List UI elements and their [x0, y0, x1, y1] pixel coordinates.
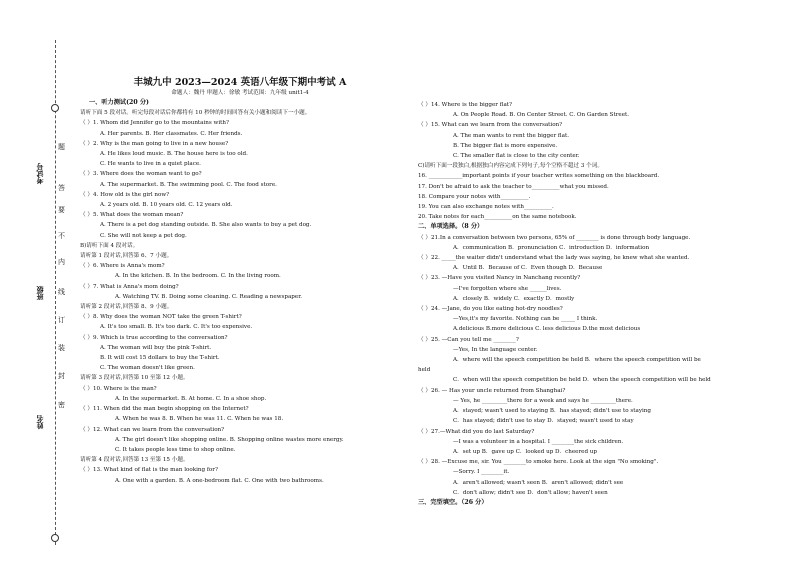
question-line: （ ）6. Where is Anna's mom? — [80, 263, 165, 270]
question-line: C．don't allow; didn't see D．don't allow; haven't seen — [453, 489, 608, 496]
question-line: A. Her parents. B. Her classmates. C. Her friends. — [100, 130, 243, 137]
name-label: 姓名 — [35, 415, 44, 429]
question-line: B. It will cost 15 dollars to buy the T-shirt. — [100, 355, 220, 362]
question-line: C. She will not keep a pet dog. — [100, 232, 187, 239]
question-line: （ ）21.In a conversation between two persons, 65% of ________ is done through body language. — [418, 234, 691, 241]
question-line: —Yes, In the language center. — [453, 346, 538, 353]
question-line: （ ）13. What kind of flat is the man looking for? — [80, 467, 218, 474]
question-line: A. The woman will buy the pink T-shirt. — [100, 344, 212, 351]
question-line: —I've forgotten where she ______lives. — [453, 285, 562, 292]
question-line: held — [418, 367, 431, 374]
question-line: （ ）24. —Jane, do you like eating hot-dry noodles? — [418, 306, 563, 313]
question-line: （ ）8. Why does the woman NOT take the green T-shirt? — [80, 314, 242, 321]
exam-subtitle: 命题人：魏丹 审题人：徐敏 考试范围：九年级 unit1-4 — [171, 90, 309, 96]
question-line: C. The smaller flat is close to the city center. — [453, 153, 580, 160]
seal-char: 答 — [58, 184, 65, 192]
left-column — [80, 0, 400, 486]
question-line: —Yes,it's my favorite. Nothing can be _____ I think. — [453, 316, 598, 323]
seal-char: 密 — [58, 401, 65, 409]
right-question-list — [418, 100, 778, 508]
question-line: — Yes, he _________there for a week and says he _________there. — [453, 397, 633, 404]
question-line: （ ）27.—What did you do last Saturday? — [418, 428, 535, 435]
question-line: 二、单项选择。（8 分） — [418, 223, 484, 231]
question-line: 三、完型填空。（26 分） — [418, 498, 488, 506]
question-line: A．communication B．pronunciation C．introduction D．information — [453, 244, 650, 251]
question-line: 请听下面 5 段对话。听完每段对话后你都将有 10 秒钟的时间回答有关小题和阅读下一小题。 — [80, 110, 311, 117]
question-line: A．stayed; wasn't used to staying B．has stayed; didn't use to staying — [453, 408, 651, 415]
question-line: （ ）7. What is Anna's mom doing? — [80, 283, 179, 290]
question-line: 一、听力测试(20 分) — [89, 99, 149, 106]
question-line: 18. Compare your notes with__________. — [418, 193, 531, 200]
exam-title: 丰城九中 2023—2024 英语八年级下期中考试 A — [133, 77, 347, 88]
question-line: 16. ____________important points if your teacher writes something on the blackboard. — [418, 173, 660, 180]
question-line: —Sorry. I ________it. — [453, 469, 510, 476]
question-line: A．aren't allowed; wasn't seen B．aren't allowed; didn't see — [453, 479, 624, 486]
question-line: B. The bigger flat is more expensive. — [453, 142, 558, 149]
question-line: C．when will the speech competition be held D．when the speech competition will be held — [453, 377, 711, 384]
question-line: （ ）5. What does the woman mean? — [80, 212, 184, 219]
question-line: C. The woman doesn't like green. — [100, 365, 195, 372]
question-line: 20. Take notes for each__________on the same notebook. — [418, 214, 577, 221]
question-line: （ ）14. Where is the bigger flat? — [418, 102, 513, 108]
question-line: A. The girl doesn't like shopping online. B. Shopping online wastes more energy. — [115, 436, 344, 443]
seal-char: 订 — [58, 316, 65, 324]
question-line: A．closely B．widely C．exactly D．mostly — [453, 295, 575, 302]
seal-char: 封 — [58, 372, 65, 380]
question-line: A. Watching TV. B. Doing some cleaning. C. Reading a newspaper. — [115, 293, 303, 300]
seal-char: 线 — [58, 288, 65, 296]
question-line: A. The man wants to rent the bigger flat. — [453, 132, 569, 139]
question-line: （ ）4. How old is the girl now? — [80, 191, 170, 198]
exam-number-label: 考试号 — [35, 163, 44, 184]
left-question-list — [80, 98, 400, 486]
right-column — [418, 100, 778, 508]
question-line: 17. Don't be afraid to ask the teacher to__________what you missed. — [418, 183, 609, 190]
question-line: （ ）3. Where does the woman want to go? — [80, 171, 202, 178]
question-line: 请听第 2 段对话,回答第 8、9 小题。 — [80, 304, 173, 311]
question-line: C)请听下面一段独白,根据独白内容完成下列句子,每个空格不超过 3 个词。 — [418, 163, 603, 170]
seal-char: 题 — [58, 143, 65, 151]
binding-hole — [51, 104, 59, 112]
question-line: 请听第 4 段对话,回答第 13 至第 15 小题。 — [80, 457, 189, 464]
question-line: A．Until B．Because of C．Even though D．Because — [453, 265, 603, 272]
question-line: A. There is a pet dog standing outside. B. She also wants to buy a pet dog. — [100, 222, 312, 229]
question-line: A. It's too small. B. It's too dark. C. It's too expensive. — [100, 324, 253, 331]
question-line: B)请听下面 4 段对话。 — [80, 242, 139, 249]
binding-hole — [51, 534, 59, 542]
seal-char: 不 — [58, 232, 65, 240]
question-line: （ ）12. What can we learn from the conversation? — [80, 426, 225, 433]
question-line: A. On People Road. B. On Center Street. C. On Garden Street. — [453, 112, 630, 119]
question-line: A. One with a garden. B. A one-bedroom flat. C. One with two bathrooms. — [115, 477, 324, 484]
question-line: （ ）23. —Have you visited Nancy in Nanchang recently? — [418, 275, 581, 282]
question-line: A. When he was 8. B. When he was 11. C. When he was 18. — [115, 416, 284, 423]
question-line: 19. You can also exchange notes with__________. — [418, 204, 554, 211]
question-line: （ ）11. When did the man begin shopping on the Internet? — [80, 406, 249, 413]
question-line: A. He likes loud music. B. The house here is too old. — [100, 151, 248, 158]
question-line: （ ）2. Why is the man going to live in a new house? — [80, 140, 229, 147]
question-line: A．where will the speech competition be held B．where the speech competition will be — [453, 357, 701, 364]
class-label: 班级 — [35, 286, 44, 300]
seal-char: 装 — [58, 344, 65, 352]
question-line: （ ）25. —Can you tell me ________? — [418, 336, 519, 343]
question-line: （ ）15. What can we learn from the conversation? — [418, 122, 563, 129]
question-line: （ ）22. _____the waiter didn't understand what the lady was saying, he knew what she wanted. — [418, 255, 690, 262]
question-line: （ ）28. —Excuse me, sir. You ________to smoke here. Look at the sign "No smoking". — [418, 459, 659, 466]
question-line: （ ）1. Whom did Jennifer go to the mountains with? — [80, 120, 229, 127]
question-line: —I was a volunteer in a hospital. I ________the sick children. — [453, 438, 624, 445]
question-line: （ ）26. — Has your uncle returned from Shanghai? — [418, 387, 566, 394]
question-line: A. The supermarket. B. The swimming pool. C. The food store. — [100, 181, 277, 188]
question-line: C. He wants to live in a quiet place. — [100, 161, 201, 168]
question-line: A. 2 years old. B. 10 years old. C. 12 years old. — [100, 202, 233, 209]
question-line: A. In the kitchen. B. In the bedroom. C. In the living room. — [115, 273, 281, 280]
question-line: C．has stayed; didn't use to stay D．stayed; wasn't used to stay — [453, 418, 634, 425]
question-line: C. It takes people less time to shop online. — [115, 446, 236, 453]
question-line: 请听第 3 段对话,回答第 10 至第 12 小题。 — [80, 375, 189, 382]
question-line: A.delicious B.more delicious C. less delicious D.the most delicious — [453, 326, 641, 333]
question-line: 请听第 1 段对话,回答第 6、7 小题。 — [80, 253, 173, 260]
seal-char: 内 — [58, 258, 65, 266]
question-line: （ ）9. Which is true according to the conversation? — [80, 334, 228, 341]
question-line: A. In the supermarket. B. At home. C. In a shoe shop. — [115, 395, 267, 402]
seal-line — [55, 40, 56, 545]
question-line: （ ）10. Where is the man? — [80, 385, 157, 392]
seal-char: 要 — [58, 206, 65, 214]
question-line: A．set up B．gave up C．looked up D．cheered up — [453, 448, 598, 455]
